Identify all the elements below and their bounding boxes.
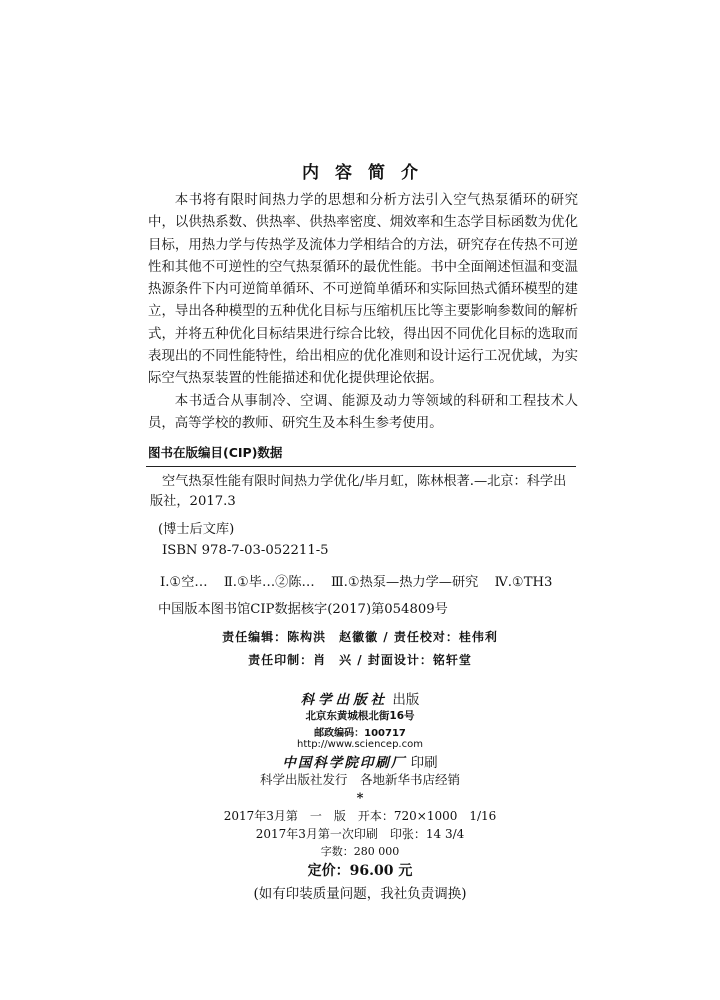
cip-class-item: Ⅳ.①TH3 — [494, 575, 553, 590]
printer-logo-text: 中国科学院印刷厂 — [282, 755, 407, 771]
cip-class-item: Ⅰ.①空… — [160, 575, 208, 590]
cip-library-record: 中国版本图书馆CIP数据核字(2017)第054809号 — [158, 602, 448, 617]
separator-star: * — [356, 791, 364, 806]
word-count: 字数：280 000 — [320, 845, 400, 858]
cip-classification — [160, 571, 562, 590]
summary-paragraph: 本书将有限时间热力学的思想和分析方法引入空气热泵循环的研究中，以供热系数、供热率、供热率密度、㶲效率和生态学目标函数为优化目标，用热力学与传热学及流体力学相结合的方法，研究存在传热不可逆性和其他不可逆性的空气热泵循环的最优性能。书中全面阐述恒温和变温热源条件下内可逆简单循环、不可逆简单循环和实际回热式循环模型的建立，导出各种模型的五种优化目标与压缩机压比等主要影响参数间的解析式，并将五种优化目标结果进行综合比较，得出因不同优化目标的选取而表现出的不同性能特性，给出相应的优化准则和设计运行工况优域，为实际空气热泵装置的性能描述和优化提供理论依据。 — [148, 193, 578, 387]
publisher-postcode: 邮政编码：100717 — [314, 728, 406, 739]
cip-class-item: Ⅱ.①毕…②陈… — [223, 575, 315, 590]
publisher-url: http://www.sciencep.com — [297, 739, 423, 750]
cip-heading: 图书在版编目(CIP)数据 — [148, 445, 283, 460]
quality-note: (如有印装质量问题，我社负责调换) — [253, 886, 467, 902]
edition-line: 2017年3月第 一 版 开本：720×1000 1/16 — [223, 809, 497, 823]
printer-suffix: 印刷 — [410, 755, 438, 771]
editor-credits: 责任编辑：陈构洪 赵徽徽 / 责任校对：桂伟利 — [222, 630, 498, 644]
publisher-logo-text: 科学出版社 — [300, 692, 389, 708]
summary-body — [148, 190, 578, 435]
cip-series: (博士后文库) — [158, 522, 235, 537]
price: 定价：96.00 元 — [307, 863, 413, 879]
cip-main-entry-line1: 空气热泵性能有限时间热力学优化/毕月虹，陈林根著.—北京：科学出 — [162, 474, 567, 489]
cip-main-entry — [150, 472, 580, 512]
printing-line: 2017年3月第一次印刷 印张：14 3/4 — [255, 827, 465, 841]
cip-isbn: ISBN 978-7-03-052211-5 — [162, 543, 329, 558]
publisher-suffix: 出版 — [392, 692, 420, 708]
publisher-line — [0, 688, 720, 708]
cip-main-entry-line2: 版社，2017.3 — [150, 494, 236, 509]
production-credits: 责任印制：肖 兴 / 封面设计：铭轩堂 — [248, 653, 472, 667]
publisher-address: 北京东黄城根北街16号 — [305, 710, 415, 722]
cip-class-item: Ⅲ.①热泵—热力学—研究 — [330, 575, 479, 590]
summary-paragraph: 本书适合从事制冷、空调、能源及动力等领域的科研和工程技术人员，高等学校的教师、研究生及本科生参考使用。 — [148, 393, 578, 431]
cip-divider — [146, 466, 576, 467]
summary-title: 内容简介 — [302, 163, 434, 183]
printer-line — [0, 751, 720, 771]
distribution-line: 科学出版社发行 各地新华书店经销 — [259, 772, 460, 787]
